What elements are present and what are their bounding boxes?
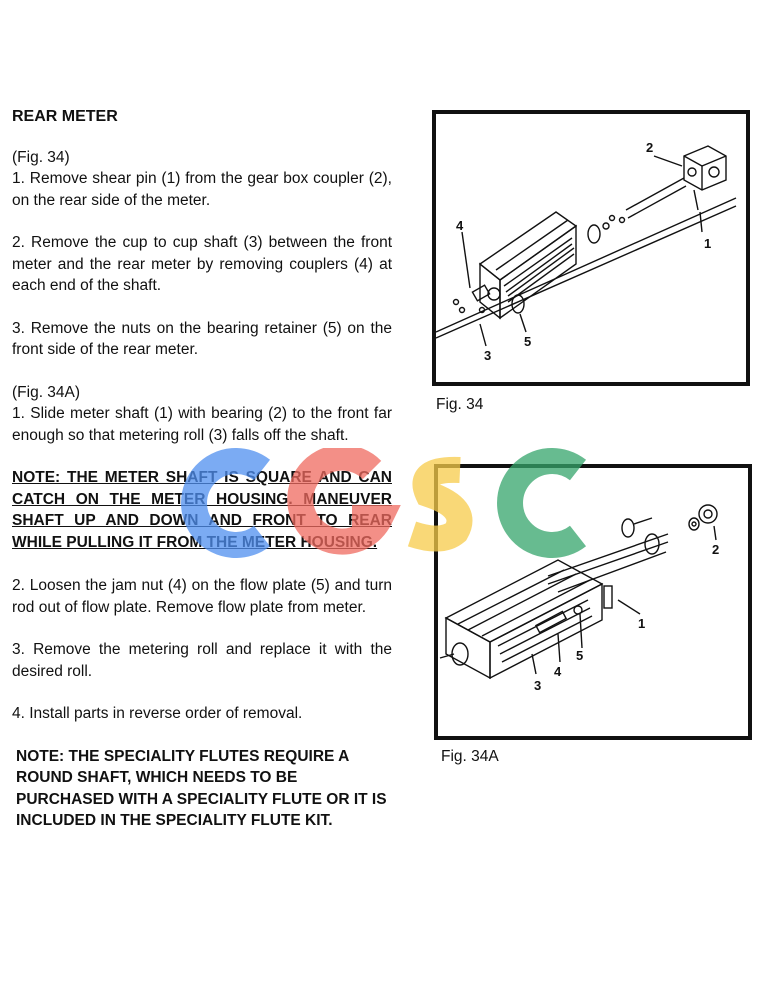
fig34a-callout-4: 4: [554, 664, 562, 679]
fig34a-step-4: 4. Install parts in reverse order of removal.: [12, 705, 303, 722]
fig34-step-2: 2. Remove the cup to cup shaft (3) between the front meter and the rear meter by removing couplers (4) at each end of the shaft.: [12, 234, 392, 294]
fig34a-callout-1: 1: [638, 616, 646, 631]
figure-34-drawing: [436, 114, 746, 382]
section-heading: REAR METER: [12, 108, 118, 125]
fig34-callout-3: 3: [484, 348, 492, 363]
figure-34a-drawing: [438, 468, 748, 736]
fig34-callout-5: 5: [524, 334, 532, 349]
fig34a-callout-5: 5: [576, 648, 584, 663]
fig34-step-1: 1. Remove shear pin (1) from the gear box coupler (2), on the rear side of the meter.: [12, 170, 392, 209]
fig34-callout-4: 4: [456, 218, 464, 233]
figure-34-frame: [432, 110, 750, 386]
fig34-step-3: 3. Remove the nuts on the bearing retainer (5) on the front side of the rear meter.: [12, 319, 392, 358]
note-speciality-flutes: NOTE: THE SPECIALITY FLUTES REQUIRE A ROUND SHAFT, WHICH NEEDS TO BE PURCHASED WITH A SPECIALITY FLUTE OR IT IS INCLUDED IN THE SPECIALITY FLUTE KIT.: [16, 747, 387, 829]
fig34a-reference: (Fig. 34A): [12, 383, 81, 401]
fig34a-caption: Fig. 34A: [441, 748, 499, 765]
fig34-caption: Fig. 34: [436, 396, 484, 413]
fig34a-step-3: 3. Remove the metering roll and replace it with the desired roll.: [12, 641, 392, 680]
note-square-shaft: NOTE: THE METER SHAFT IS SQUARE AND CAN CATCH ON THE METER HOUSING. MANEUVER SHAFT UP AND DOWN AND FRONT TO REAR WHILE PULLING IT FROM THE METER HOUSING.: [12, 469, 392, 551]
fig34-callout-2: 2: [646, 140, 654, 155]
fig34a-callout-3: 3: [534, 678, 542, 693]
fig34a-step-2: 2. Loosen the jam nut (4) on the flow plate (5) and turn rod out of flow plate. Remove flow plate from meter.: [12, 577, 392, 616]
instructions-column: [12, 106, 392, 832]
figure-34a-frame: [434, 464, 752, 740]
fig34-reference: (Fig. 34): [12, 148, 70, 166]
fig34a-step-1: 1. Slide meter shaft (1) with bearing (2) to the front far enough so that metering roll (3) falls off the shaft.: [12, 405, 392, 444]
fig34a-callout-2: 2: [712, 542, 720, 557]
fig34-callout-1: 1: [704, 236, 712, 251]
